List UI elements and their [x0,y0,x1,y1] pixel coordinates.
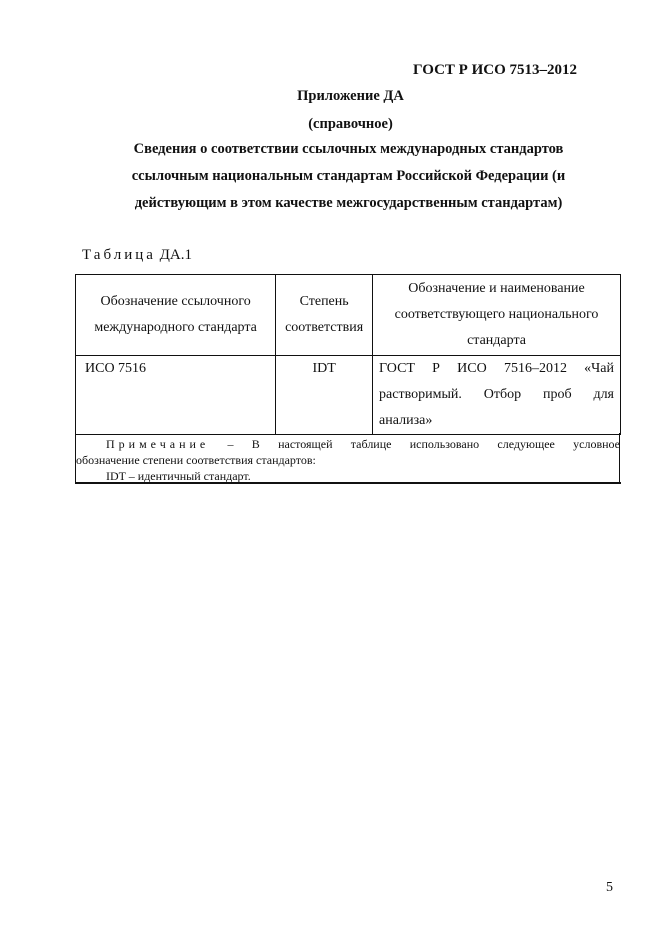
correspondence-table [75,274,621,435]
page-number: 5 [606,880,613,895]
table-caption [82,247,192,264]
table-row [76,356,621,435]
note-line: IDT – идентичный стандарт. [106,469,251,483]
note-line: обозначение степени соответствия стандартов: [76,453,316,467]
standard-code: ГОСТ Р ИСО 7513–2012 [413,62,577,78]
table-bottom-rule [75,482,621,484]
annex-subtitle: (справочное) [308,116,393,132]
note-text: – В настоящей таблице использовано следующее условное [227,437,621,451]
table-header-row [76,275,621,356]
table-note [76,436,620,484]
column-header-degree: Степень соответствия [276,275,373,356]
annex-heading-line: ссылочным национальным стандартам Российской Федерации (и [131,168,566,184]
annex-heading-line: действующим в этом качестве межгосударственным стандартам) [134,195,563,211]
table-caption-id: ДА.1 [159,247,192,263]
note-line [76,436,620,452]
column-header-national: Обозначение и наименование соответствующего национального стандарта [373,275,621,356]
note-label: Примечание [106,437,210,451]
cell-reference: ИСО 7516 [76,356,276,435]
annex-heading-line: Сведения о соответствии ссылочных международных стандартов [133,141,564,157]
cell-national: ГОСТ Р ИСО 7516–2012 «Чай растворимый. Отбор проб для анализа» [373,356,621,435]
cell-degree: IDT [276,356,373,435]
column-header-reference: Обозначение ссылочного международного стандарта [76,275,276,356]
annex-title: Приложение ДА [297,88,404,104]
table-caption-word: Таблица [82,247,156,263]
